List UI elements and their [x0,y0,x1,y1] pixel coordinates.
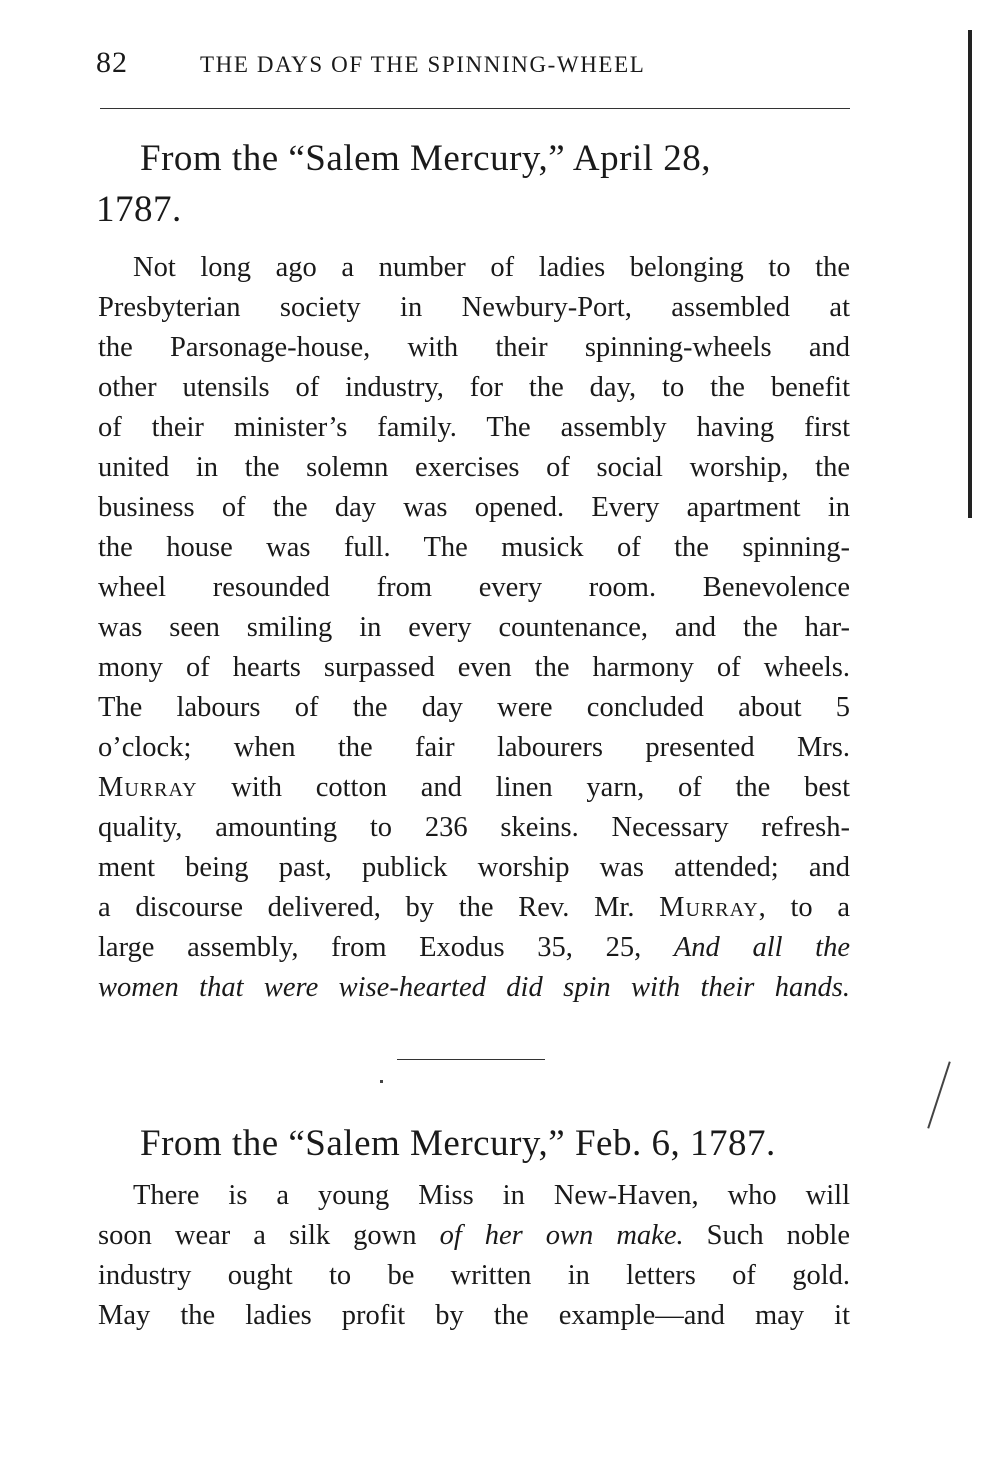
scripture-quote: women that were wise-hearted did spin with their hands. [98,972,850,1003]
line-text: a discourse delivered, by the Rev. Mr. [98,892,660,923]
article-1-line: o’clock; when the fair labourers presented Mrs. [98,732,850,763]
article-1-line: Not long ago a number of ladies belonging to the [133,252,850,283]
line-text: with cotton and linen yarn, of the best [197,772,850,803]
article-1-line [98,892,850,932]
article-1-line: The labours of the day were concluded about 5 [98,692,850,723]
header-rule [100,108,850,109]
article-2-line: May the ladies profit by the example—and may it [98,1300,850,1331]
running-head-title: THE DAYS OF THE SPINNING-WHEEL [200,52,646,77]
article-1-line: the Parsonage-house, with their spinning-wheels and [98,332,850,363]
scan-artifact [380,1080,383,1083]
scan-artifact [927,1061,951,1128]
article-1-title: From the “Salem Mercury,” April 28, [140,138,712,179]
article-1-line [98,932,850,972]
article-1-line: mony of hearts surpassed even the harmony of wheels. [98,652,850,683]
article-2-title: From the “Salem Mercury,” Feb. 6, 1787. [140,1123,776,1164]
line-text: Such noble [683,1220,850,1251]
article-1-line [98,772,850,812]
article-2-line: industry ought to be written in letters of gold. [98,1260,850,1291]
line-text: large assembly, from Exodus 35, 25, [98,932,674,963]
article-2-line: There is a young Miss in New-Haven, who will [133,1180,850,1211]
line-text: soon wear a silk gown [98,1220,440,1251]
article-1-line: the house was full. The musick of the spinning- [98,532,850,563]
page-number: 82 [96,46,128,79]
name-murray: Murray [659,892,759,923]
article-1-line: united in the solemn exercises of social worship, the [98,452,850,483]
article-1-line: Presbyterian society in Newbury-Port, assembled at [98,292,850,323]
running-header [96,46,856,86]
name-murray: Murray [98,772,198,803]
scan-edge-mark [968,30,972,518]
article-2-line [98,1220,850,1260]
article-1-line: was seen smiling in every countenance, and the har- [98,612,850,643]
article-1-line: of their minister’s family. The assembly having first [98,412,850,443]
section-divider [397,1059,545,1060]
article-1-line: ment being past, publick worship was attended; and [98,852,850,883]
article-1-title-year: 1787. [96,189,182,230]
emphasis: of her own make. [439,1220,684,1251]
article-1-line: quality, amounting to 236 skeins. Necessary refresh- [98,812,850,843]
article-1-line: other utensils of industry, for the day, to the benefit [98,372,850,403]
line-text: , to a [758,892,850,923]
article-1-line: wheel resounded from every room. Benevolence [98,572,850,603]
article-1-line: business of the day was opened. Every apartment in [98,492,850,523]
scripture-quote: And all the [673,932,850,963]
